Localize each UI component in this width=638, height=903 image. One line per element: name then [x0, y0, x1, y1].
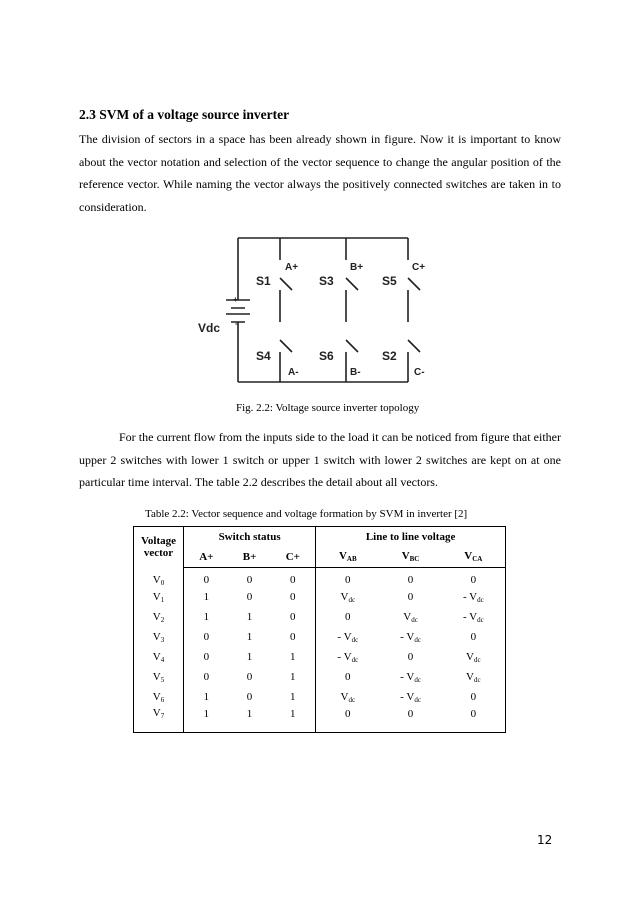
switch-state-cell: 0: [203, 671, 210, 683]
c-plus-label: C+: [412, 262, 426, 273]
line-voltage-col-header: $V_{CA}$: [442, 547, 506, 567]
line-voltage-cell: $V_{dc}$: [442, 667, 506, 687]
page-number: 12: [537, 833, 553, 847]
line-voltage-cell: - $V_{dc}$: [442, 587, 506, 607]
switch-state-cell: 1: [203, 611, 210, 623]
line-voltage-cell: 0: [442, 627, 506, 647]
vector-name-cell: $V_1$: [134, 587, 184, 607]
vector-name-cell: $V_0$: [134, 567, 184, 587]
switch-state-cell: 0: [246, 591, 253, 603]
line-voltage-cell: 0: [442, 707, 506, 733]
s1-label: S1: [256, 274, 271, 288]
b-minus-label: B-: [350, 367, 361, 378]
line-voltage-cell: 0: [345, 611, 351, 623]
s2-label: S2: [382, 349, 397, 363]
vector-name-cell: $V_6$: [134, 687, 184, 707]
plus-label: +: [233, 295, 238, 304]
line-voltage-cell: 0: [442, 567, 506, 587]
switch-state-cell: 0: [246, 574, 253, 587]
s4-label: S4: [256, 349, 271, 363]
figure-caption: Fig. 2.2: Voltage source inverter topology: [236, 402, 420, 414]
switch-state-cell: 1: [203, 691, 210, 703]
line-voltage-col-header: $V_{AB}$: [316, 547, 380, 567]
line-voltage-cell: $V_{dc}$: [340, 590, 356, 604]
line-voltage-cell: $V_{dc}$: [403, 610, 418, 624]
switch-state-cell: 1: [246, 611, 253, 623]
switch-state-cell: 1: [270, 647, 315, 667]
voltage-vector-header: Voltage vector: [134, 527, 184, 568]
table-caption: Table 2.2: Vector sequence and voltage formation by SVM in inverter [2]: [145, 508, 468, 520]
line-voltage-cell: - $V_{dc}$: [400, 630, 421, 644]
line-voltage-cell: 0: [407, 591, 414, 603]
svm-vector-table: [133, 526, 506, 733]
switch-state-cell: 0: [246, 691, 253, 703]
line-voltage-cell: - $V_{dc}$: [337, 630, 359, 644]
switch-state-cell: 1: [246, 631, 253, 643]
switch-state-cell: 1: [270, 687, 315, 707]
line-voltage-col-header: $V_{BC}$: [379, 547, 441, 567]
inverter-topology-figure: [196, 230, 446, 400]
switch-state-cell: 0: [246, 671, 253, 683]
paragraph-intro: The division of sectors in a space has been already shown in figure. Now it is important to know about the vector notation and selection of the vector sequence to change the angular position of the reference vector. While naming the vector always the positively connected switches are taken in to consideration.: [79, 132, 561, 214]
c-minus-label: C-: [414, 367, 425, 378]
minus-label: -: [235, 319, 238, 328]
line-voltage-cell: - $V_{dc}$: [442, 607, 506, 627]
s5-label: S5: [382, 274, 397, 288]
s6-label: S6: [319, 349, 334, 363]
table-row: [134, 587, 506, 607]
table-row: [134, 627, 506, 647]
line-voltage-header: Line to line voltage: [316, 527, 506, 548]
switch-status-header: Switch status: [184, 527, 316, 548]
line-voltage-cell: 0: [345, 574, 351, 587]
line-voltage-cell: $V_{dc}$: [442, 647, 506, 667]
switch-state-cell: 0: [203, 651, 210, 663]
line-voltage-cell: - $V_{dc}$: [337, 650, 359, 664]
switch-state-cell: 1: [246, 651, 253, 663]
switch-state-cell: 0: [203, 631, 210, 643]
vector-name-cell: $V_5$: [134, 667, 184, 687]
switch-state-cell: 1: [203, 591, 210, 603]
line-voltage-cell: 0: [379, 707, 441, 733]
switch-col-header: A+: [184, 547, 229, 567]
line-voltage-cell: 0: [407, 574, 414, 587]
switch-state-cell: 1: [184, 707, 229, 733]
table-row: [134, 687, 506, 707]
vdc-label: Vdc: [198, 321, 221, 335]
line-voltage-cell: - $V_{dc}$: [400, 670, 421, 684]
vector-name-cell: $V_2$: [134, 607, 184, 627]
s3-label: S3: [319, 274, 334, 288]
line-voltage-cell: - $V_{dc}$: [400, 690, 421, 704]
switch-col-header: B+: [229, 547, 271, 567]
switch-state-cell: 1: [270, 707, 315, 733]
table-row: [134, 667, 506, 687]
vector-name-cell: $V_3$: [134, 627, 184, 647]
line-voltage-cell: 0: [316, 707, 380, 733]
table-row: [134, 707, 506, 733]
switch-state-cell: 0: [270, 567, 315, 587]
switch-state-cell: 0: [203, 574, 210, 587]
vector-name-cell: $V_7$: [134, 707, 184, 733]
vector-name-cell: $V_4$: [134, 647, 184, 667]
section-heading: 2.3 SVM of a voltage source inverter: [79, 107, 290, 122]
line-voltage-cell: $V_{dc}$: [340, 690, 356, 704]
switch-state-cell: 0: [270, 587, 315, 607]
switch-state-cell: 0: [270, 607, 315, 627]
table-row: [134, 567, 506, 587]
switch-state-cell: 0: [270, 627, 315, 647]
paragraph-current-flow: For the current flow from the inputs side to the load it can be noticed from figure that either upper 2 switches with lower 1 switch or upper 1 switch with lower 2 switches are kept on at one particular time interval. The table 2.2 describes the detail about all vectors.: [79, 430, 561, 489]
a-plus-label: A+: [285, 262, 299, 273]
table-row: [134, 647, 506, 667]
b-plus-label: B+: [350, 262, 364, 273]
switch-state-cell: 1: [229, 707, 271, 733]
line-voltage-cell: 0: [345, 671, 351, 683]
a-minus-label: A-: [288, 367, 299, 378]
line-voltage-cell: 0: [442, 687, 506, 707]
switch-state-cell: 1: [270, 667, 315, 687]
switch-col-header: C+: [270, 547, 315, 567]
line-voltage-cell: 0: [407, 651, 414, 663]
table-row: [134, 607, 506, 627]
